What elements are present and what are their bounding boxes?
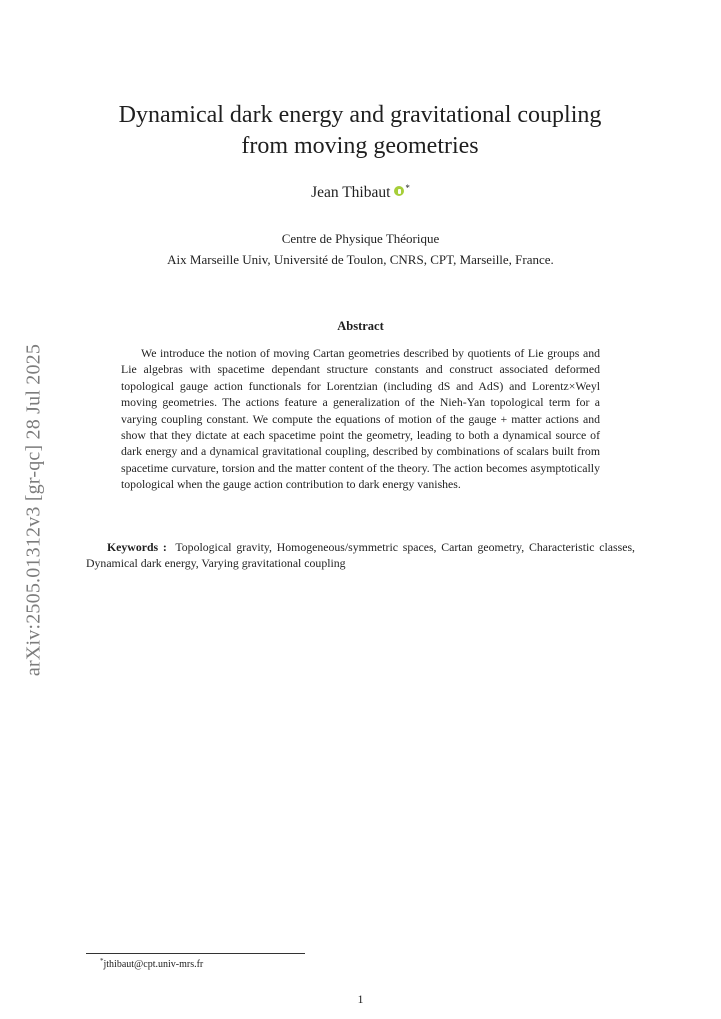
author-name: Jean Thibaut — [311, 184, 391, 201]
footnote-mark: * — [100, 957, 104, 965]
affiliation-line-1: Centre de Physique Théorique — [281, 231, 440, 246]
affiliation — [0, 228, 721, 270]
footnote-email[interactable]: jthibaut@cpt.univ-mrs.fr — [103, 959, 204, 970]
author-line — [0, 183, 721, 202]
abstract-heading: Abstract — [337, 319, 384, 333]
title-line-1: Dynamical dark energy and gravitational coupling — [118, 102, 602, 128]
page-number: 1 — [357, 992, 364, 1006]
abstract-text: We introduce the notion of moving Cartan geometries described by quotients of Lie groups and Lie algebras with spacetime dependant structure constants and construct associated deformed topological gauge action functionals for Lorentzian (including dS and AdS) and Lorentz×Weyl moving geometries. The actions feature a generalization of the Nieh-Yan topological term for a varying coupling constant. We compute the equations of motion of the gauge + matter actions and show that they dictate at each spacetime point the geometry, leading to both a dynamical source of dark energy and a dynamical gravitational coupling, described by combinations of scalars built from spacetime curvature, torsion and the matter content of the theory. The action becomes asymptotically topological when the gauge action contribution to dark energy vanishes. — [121, 346, 600, 492]
author-footnote-mark: * — [405, 183, 410, 193]
keywords-text: Topological gravity, Homogeneous/symmetric spaces, Cartan geometry, Characteristic classes, Dynamical dark energy, Varying gravitational coupling — [86, 540, 635, 571]
orcid-icon[interactable] — [394, 186, 404, 196]
footnote — [100, 957, 203, 970]
affiliation-line-2: Aix Marseille Univ, Université de Toulon, CNRS, CPT, Marseille, France. — [167, 252, 554, 267]
paper-title — [60, 100, 660, 162]
keywords-label: Keywords : — [107, 540, 167, 554]
arxiv-identifier: arXiv:2505.01312v3 [gr-qc] 28 Jul 2025 — [22, 343, 45, 677]
keywords-paragraph — [86, 539, 635, 572]
footnote-divider — [86, 953, 305, 954]
title-line-2: from moving geometries — [241, 133, 479, 159]
